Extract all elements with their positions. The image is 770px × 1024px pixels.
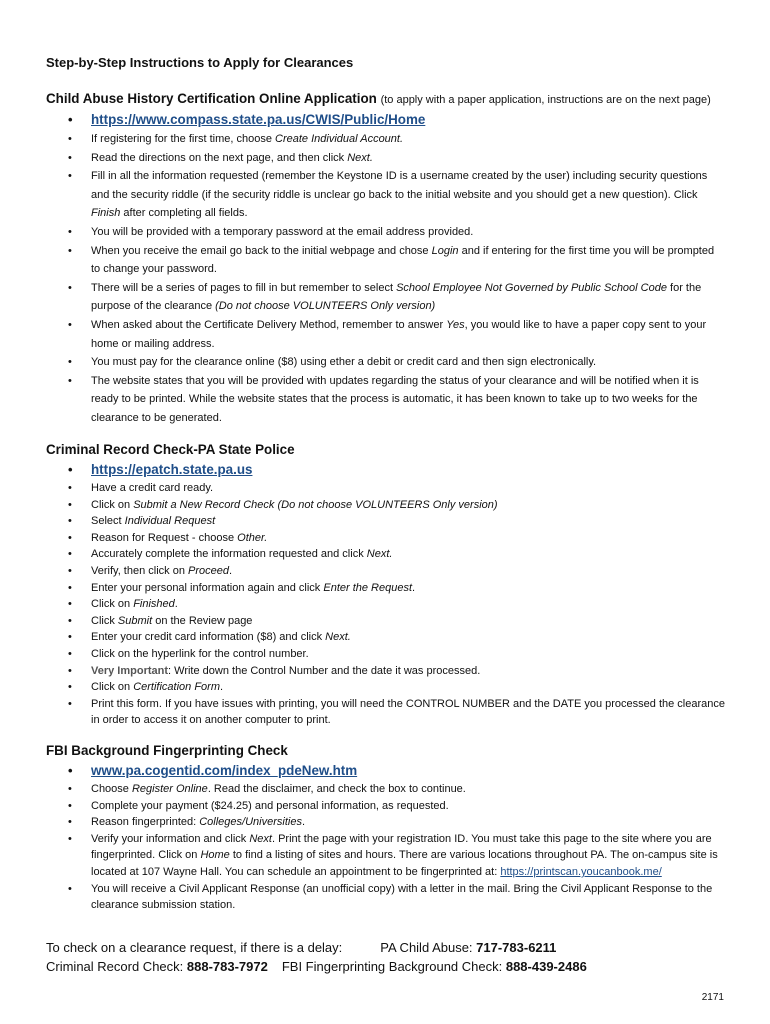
fbi-link[interactable]: www.pa.cogentid.com/index_pdeNew.htm: [91, 763, 358, 778]
item-emphasis: Create Individual Account.: [275, 133, 404, 145]
bullet-icon: •: [68, 763, 73, 778]
item-text: You must pay for the clearance online ($8) using ether a debit or credit card and then sign electronically.: [91, 356, 597, 369]
list-item: [46, 223, 726, 242]
contact-line-2: [46, 957, 746, 976]
item-text: .: [229, 564, 233, 577]
item-text: .: [174, 598, 178, 611]
bullet-icon: •: [68, 318, 72, 331]
child-abuse-note: (to apply with a paper application, instructions are on the next page): [380, 94, 711, 106]
bullet-icon: •: [68, 783, 72, 795]
bullet-icon: •: [68, 647, 72, 660]
item-text: There will be a series of pages to fill in but remember to select: [91, 281, 397, 294]
criminal-steps: [46, 480, 726, 729]
bullet-icon: •: [68, 832, 72, 845]
child-abuse-steps: [46, 130, 726, 428]
fbi-contact-label: FBI Fingerprinting Background Check:: [281, 959, 506, 974]
contact-line-1: [46, 938, 746, 957]
page-title: Step-by-Step Instructions to Apply for Clearances: [46, 55, 354, 70]
item-text: to find a listing of sites and hours. There are various locations throughout PA. The on-campus site is located at 107 Wayne Hall. You can schedule an appointment to be fingerprinted at:: [91, 849, 718, 878]
bullet-icon: •: [68, 614, 72, 627]
list-item: [46, 353, 726, 372]
item-text: .: [219, 681, 224, 694]
item-emphasis: Finish: [91, 207, 121, 220]
item-text: and if entering for the first time you will be prompted to change your password.: [91, 244, 715, 276]
item-emphasis: Finished: [133, 598, 175, 611]
item-text: Enter your personal information again and click: [91, 581, 324, 594]
bullet-icon: •: [68, 581, 72, 594]
item-text: Accurately complete the information requested and click: [91, 548, 367, 561]
item-text: You will receive a Civil Applicant Response (an unofficial copy) with a letter in the mail. Bring the Civil Applicant Response to the clearance submission station.: [91, 882, 713, 912]
item-link[interactable]: https://printscan.youcanbook.me/: [500, 865, 662, 878]
item-text: Fill in all the information requested (remember the Keystone ID is a username created by the user) including security questions and the security riddle (if the security riddle is unclear go back to the initial website and you should get a new question). Click: [91, 170, 708, 201]
item-text: Verify your information and click: [91, 832, 250, 845]
bullet-icon: •: [68, 170, 72, 183]
list-item: [46, 613, 726, 630]
bullet-icon: •: [68, 816, 72, 829]
list-item: [46, 279, 726, 316]
item-text: Click on: [91, 598, 134, 611]
item-text: Complete your payment ($24.25) and personal information, as requested.: [91, 799, 449, 812]
bullet-icon: •: [68, 882, 72, 895]
list-item: [46, 814, 726, 831]
item-emphasis: Submit: [117, 614, 153, 627]
item-text: Choose: [91, 783, 132, 795]
page-number: 2171: [701, 992, 724, 1003]
item-text: Read the directions on the next page, and then click: [91, 151, 348, 164]
fbi-steps: [46, 781, 726, 914]
bullet-icon: •: [68, 598, 72, 611]
bullet-icon: •: [68, 564, 72, 577]
item-text: Have a credit card ready.: [91, 482, 214, 494]
item-text: Reason for Request - choose: [91, 531, 238, 544]
item-text: Enter your credit card information ($8) and click: [91, 631, 326, 644]
item-emphasis: Next.: [366, 548, 393, 561]
list-item: [46, 646, 726, 663]
bullet-icon: •: [68, 151, 72, 164]
list-item: [46, 563, 726, 580]
bullet-icon: •: [68, 133, 72, 145]
list-item: [46, 679, 726, 696]
list-item: [46, 663, 726, 680]
bullet-icon: •: [68, 681, 72, 694]
list-item: [46, 798, 726, 815]
item-emphasis: Yes: [446, 318, 465, 331]
item-text: after completing all fields.: [120, 207, 248, 220]
list-item: [46, 513, 726, 530]
item-important: Very Important: [91, 664, 169, 677]
list-item: [46, 881, 726, 914]
item-text: , you would like to have a paper copy sent to your home or mailing address.: [91, 318, 707, 350]
bullet-icon: •: [68, 631, 72, 644]
criminal-link-item: [46, 460, 726, 480]
child-abuse-list: [46, 110, 726, 130]
list-item: [46, 596, 726, 613]
list-item: [46, 149, 726, 168]
item-text: Click: [91, 614, 118, 627]
criminal-contact-label: Criminal Record Check:: [46, 959, 187, 974]
item-emphasis: School Employee Not Governed by Public School Code: [396, 281, 667, 294]
list-item: [46, 316, 726, 353]
list-item: [46, 480, 726, 497]
item-text: Reason fingerprinted:: [91, 816, 200, 829]
item-text: .: [412, 581, 416, 594]
bullet-icon: •: [68, 462, 73, 477]
fbi-section: [46, 741, 726, 914]
bullet-icon: •: [68, 531, 72, 544]
item-emphasis: Certification Form: [133, 681, 220, 694]
list-item: [46, 831, 726, 881]
item-text: : Write down the Control Number and the date it was processed.: [168, 664, 481, 677]
item-text: Click on the hyperlink for the control number.: [91, 647, 309, 660]
list-item: [46, 696, 726, 729]
item-emphasis: Colleges/Universities: [199, 816, 302, 829]
fbi-phone: 888-439-2486: [505, 959, 587, 974]
bullet-icon: •: [68, 482, 72, 494]
item-emphasis: Next: [249, 832, 272, 845]
child-abuse-phone: 717-783-6211: [476, 940, 557, 955]
item-emphasis: Next.: [325, 631, 351, 644]
fbi-heading: FBI Background Fingerprinting Check: [46, 743, 288, 758]
item-text: When asked about the Certificate Delivery Method, remember to answer: [91, 318, 447, 331]
bullet-icon: •: [68, 515, 72, 528]
criminal-section: [46, 440, 726, 729]
fbi-link-item: [46, 761, 726, 781]
bullet-icon: •: [68, 281, 72, 294]
item-emphasis: Home: [200, 849, 230, 862]
item-emphasis: Proceed: [188, 564, 229, 577]
bullet-icon: •: [68, 799, 72, 812]
bullet-icon: •: [68, 664, 72, 677]
item-emphasis: Register Online: [131, 783, 208, 795]
contact-intro: To check on a clearance request, if there is a delay:: [46, 940, 343, 955]
list-item: [46, 372, 726, 428]
child-abuse-contact-label: PA Child Abuse:: [380, 940, 477, 955]
item-text: You will be provided with a temporary password at the email address provided.: [91, 225, 474, 238]
item-text: on the Review page: [152, 614, 253, 627]
item-text: If registering for the first time, choose: [91, 133, 276, 145]
item-text: . Read the disclaimer, and check the box to continue.: [207, 783, 466, 795]
item-emphasis: Other.: [237, 531, 268, 544]
item-emphasis: (Do not choose VOLUNTEERS Only version): [215, 300, 436, 313]
item-text: .: [301, 816, 306, 829]
item-text: The website states that you will be provided with updates regarding the status of your clearance and will be notified when it is ready to be printed. While the website states that the process is automatic, it has been known to take up to two weeks for the clearance to be generated.: [91, 374, 699, 424]
bullet-icon: •: [68, 112, 73, 127]
item-text: Select: [91, 515, 125, 528]
item-text: Click on: [91, 498, 134, 511]
item-text: When you receive the email go back to the initial webpage and chose: [91, 244, 432, 257]
criminal-phone: 888-783-7972: [186, 959, 268, 974]
child-abuse-section: [46, 89, 726, 428]
list-item: [46, 242, 726, 279]
list-item: [46, 781, 726, 798]
fbi-list: [46, 761, 726, 781]
list-item: [46, 629, 726, 646]
list-item: [46, 130, 726, 149]
bullet-icon: •: [68, 697, 72, 710]
bullet-icon: •: [68, 244, 72, 257]
bullet-icon: •: [68, 356, 72, 369]
item-emphasis: Enter the Request: [323, 581, 413, 594]
child-abuse-heading-text: Child Abuse History Certification Online Application: [46, 91, 377, 106]
item-text: . Print the page with your registration ID. You must take this page to the site where you are fingerprinted. Click on: [91, 832, 712, 862]
item-text: Verify, then click on: [91, 564, 189, 577]
child-abuse-heading: [46, 89, 726, 110]
child-abuse-link[interactable]: https://www.compass.state.pa.us/CWIS/Public/Home: [91, 112, 426, 127]
item-text: for the purpose of the clearance: [91, 281, 702, 313]
list-item: [46, 497, 726, 514]
item-emphasis: Next.: [347, 151, 373, 164]
bullet-icon: •: [68, 498, 72, 511]
criminal-heading: Criminal Record Check-PA State Police: [46, 442, 295, 457]
bullet-icon: •: [68, 225, 72, 238]
list-item: [46, 580, 726, 597]
item-emphasis: Login: [431, 244, 459, 257]
criminal-list: [46, 460, 726, 480]
bullet-icon: •: [68, 374, 72, 387]
item-text: Print this form. If you have issues with printing, you will need the CONTROL NUMBER and the DATE you processed the clearance in order to access it on another computer to print.: [91, 697, 725, 727]
criminal-link[interactable]: https://epatch.state.pa.us: [91, 462, 253, 477]
bullet-icon: •: [68, 548, 72, 561]
list-item: [46, 530, 726, 547]
item-emphasis: Submit a New Record Check (Do not choose VOLUNTEERS Only version): [133, 498, 498, 511]
list-item: [46, 546, 726, 563]
list-item: [46, 167, 726, 223]
item-text: Click on: [91, 681, 134, 694]
child-abuse-link-item: [46, 110, 726, 130]
item-emphasis: Individual Request: [124, 515, 216, 528]
